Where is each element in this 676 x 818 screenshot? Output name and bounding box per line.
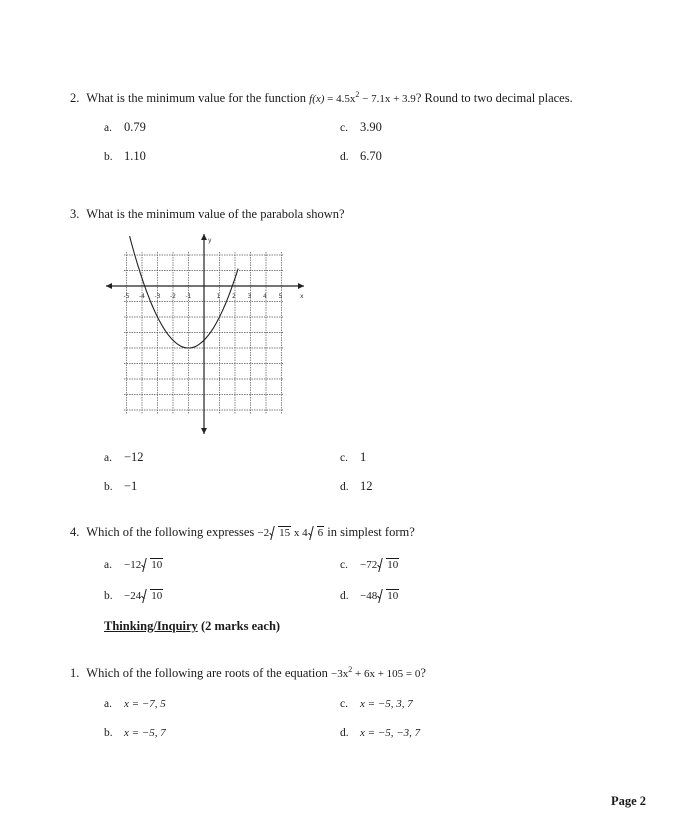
question-ti-1 — [70, 666, 426, 681]
option-value: x = −7, 5 — [124, 698, 166, 710]
option-1a[interactable] — [104, 696, 166, 711]
option-3d[interactable] — [340, 479, 373, 494]
option-2a[interactable] — [104, 120, 146, 135]
x-tick-label: 3 — [247, 293, 252, 300]
option-letter: d. — [340, 590, 349, 602]
option-2b[interactable] — [104, 149, 146, 164]
option-value: x = −5, −3, 7 — [360, 727, 421, 739]
option-coefficient: −24 — [124, 590, 142, 602]
x-tick-label: 5 — [278, 293, 283, 300]
times-sign: x — [291, 527, 303, 539]
radicand: 10 — [151, 590, 163, 602]
x-tick-label: -2 — [170, 293, 176, 300]
option-coefficient: −72 — [360, 559, 378, 571]
option-4b[interactable] — [104, 588, 163, 603]
option-letter: b. — [104, 590, 113, 602]
sqrt-10 — [141, 559, 163, 571]
radicand: 6 — [317, 527, 324, 539]
section-title: Thinking/Inquiry — [104, 619, 198, 633]
radicand: 10 — [387, 559, 399, 571]
option-4c[interactable] — [340, 557, 399, 572]
function-equation-rest: − 7.1x + 3.9 — [359, 93, 416, 105]
option-4a[interactable] — [104, 557, 163, 572]
option-letter: d. — [340, 151, 349, 163]
option-coefficient: −48 — [360, 590, 378, 602]
x-tick-label: 1 — [216, 293, 221, 300]
sqrt-10 — [377, 559, 399, 571]
option-3a[interactable] — [104, 450, 144, 465]
equation: −3x — [331, 668, 349, 680]
option-2d[interactable] — [340, 149, 382, 164]
radicand: 10 — [151, 559, 163, 571]
option-value: 1 — [360, 450, 367, 464]
parabola-curve — [130, 236, 239, 348]
sqrt-10 — [377, 590, 399, 602]
option-value: 12 — [360, 479, 373, 493]
question-text: Which of the following are roots of the equation — [86, 666, 332, 680]
x-tick-label: -3 — [154, 293, 161, 300]
y-axis-label: y — [208, 237, 212, 244]
parabola-graph — [104, 230, 314, 440]
x-tick-label: 4 — [263, 293, 267, 300]
option-value: x = −5, 3, 7 — [360, 698, 413, 710]
option-letter: c. — [340, 452, 348, 464]
exponent: 2 — [348, 665, 353, 674]
option-value: −1 — [124, 479, 138, 493]
radicand: 10 — [387, 590, 399, 602]
question-4 — [70, 525, 415, 540]
option-letter: a. — [104, 698, 112, 710]
x-tick-label: -1 — [185, 293, 192, 300]
question-2 — [70, 91, 573, 106]
question-number: 3. — [70, 207, 80, 221]
x-axis-right-arrow — [298, 283, 304, 289]
question-number: 1. — [70, 666, 80, 680]
y-axis-down-arrow — [201, 428, 207, 434]
option-3b[interactable] — [104, 479, 137, 494]
option-value: 1.10 — [124, 149, 146, 163]
function-name: f(x) — [309, 93, 325, 105]
question-3 — [70, 207, 345, 222]
x-axis-left-arrow — [106, 283, 112, 289]
option-letter: d. — [340, 727, 349, 739]
option-letter: a. — [104, 122, 112, 134]
option-value: −12 — [124, 450, 144, 464]
option-1d[interactable] — [340, 725, 420, 740]
page-number: Page 2 — [610, 794, 646, 808]
question-text-end: ? Round to two decimal places. — [415, 91, 573, 105]
option-letter: b. — [104, 151, 113, 163]
option-1c[interactable] — [340, 696, 413, 711]
section-header — [104, 619, 280, 634]
section-note: (2 marks each) — [197, 619, 281, 633]
coefficient-2: 4 — [302, 527, 308, 539]
option-letter: c. — [340, 122, 348, 134]
coefficient-1: −2 — [257, 527, 270, 539]
question-number: 4. — [70, 525, 80, 539]
option-3c[interactable] — [340, 450, 366, 465]
sqrt-6 — [308, 527, 325, 539]
exponent: 2 — [355, 90, 360, 99]
radicand: 15 — [279, 527, 291, 539]
x-tick-label: -4 — [139, 293, 145, 300]
option-letter: c. — [340, 559, 348, 571]
equation-rest: + 6x + 105 = 0 — [352, 668, 421, 680]
option-letter: d. — [340, 481, 349, 493]
function-equation: = 4.5x — [324, 93, 356, 105]
option-letter: a. — [104, 559, 112, 571]
option-value: 0.79 — [124, 120, 146, 134]
x-tick-label: -5 — [123, 293, 130, 300]
option-letter: a. — [104, 452, 112, 464]
question-text: Which of the following expresses — [86, 525, 258, 539]
question-number: 2. — [70, 91, 80, 105]
option-2c[interactable] — [340, 120, 382, 135]
x-tick-label: 2 — [232, 293, 236, 300]
x-axis-label: x — [300, 293, 304, 300]
option-coefficient: −12 — [124, 559, 142, 571]
option-letter: c. — [340, 698, 348, 710]
option-value: x = −5, 7 — [124, 727, 166, 739]
option-letter: b. — [104, 727, 113, 739]
option-4d[interactable] — [340, 588, 399, 603]
option-value: 3.90 — [360, 120, 382, 134]
question-text: What is the minimum value for the function — [86, 91, 310, 105]
option-1b[interactable] — [104, 725, 166, 740]
sqrt-15 — [269, 527, 291, 539]
option-value: 6.70 — [360, 149, 382, 163]
sqrt-10 — [141, 590, 163, 602]
question-text-end: in simplest form? — [324, 525, 415, 539]
question-text: What is the minimum value of the parabola shown? — [86, 207, 345, 221]
question-text-end: ? — [420, 666, 426, 680]
option-letter: b. — [104, 481, 113, 493]
y-axis-up-arrow — [201, 234, 207, 240]
